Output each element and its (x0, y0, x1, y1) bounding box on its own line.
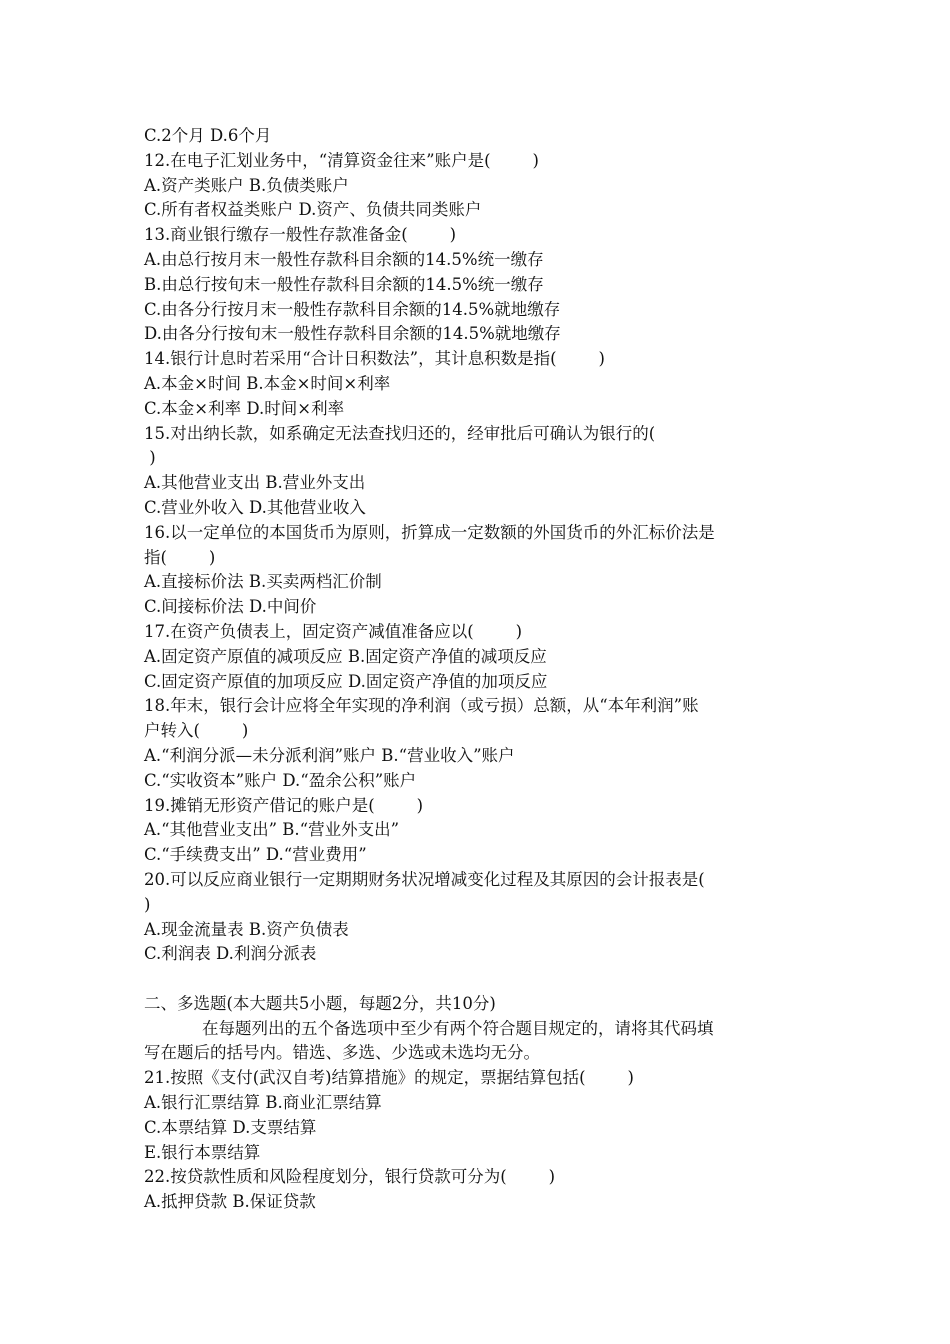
option-line: C.由各分行按月末一般性存款科目余额的14.5%就地缴存 (144, 299, 561, 319)
option-line: D.由各分行按旬末一般性存款科目余额的14.5%就地缴存 (144, 324, 561, 344)
question-22: 22.按贷款性质和风险程度划分，银行贷款可分为( ) (144, 1167, 556, 1187)
question-15: 15.对出纳长款，如系确定无法查找归还的，经审批后可确认为银行的( (144, 423, 656, 443)
option-line: A.“利润分派—未分派利润”账户 B.“营业收入”账户 (144, 745, 515, 765)
option-line: C.间接标价法 D.中间价 (144, 597, 317, 617)
option-line: A.抵押贷款 B.保证贷款 (144, 1192, 316, 1212)
option-line: C.营业外收入 D.其他营业收入 (144, 497, 366, 517)
option-line: C.固定资产原值的加项反应 D.固定资产净值的加项反应 (144, 671, 548, 691)
option-line: C.所有者权益类账户 D.资产、负债共同类账户 (144, 200, 482, 220)
text-line: C.2个月 D.6个月 (144, 126, 272, 145)
option-line: C.利润表 D.利润分派表 (144, 944, 317, 964)
option-line: E.银行本票结算 (144, 1142, 261, 1162)
option-line: A.“其他营业支出” B.“营业外支出” (144, 820, 400, 840)
section-instructions: 在每题列出的五个备选项中至少有两个符合题目规定的，请将其代码填 (202, 1018, 714, 1038)
question-16-continued: 指( ) (144, 547, 216, 567)
option-line: A.直接标价法 B.买卖两档汇价制 (144, 572, 382, 592)
question-18-continued: 户转入( ) (144, 721, 249, 741)
question-15-continued: ) (144, 448, 156, 468)
section-heading: 二、多选题(本大题共5小题，每题2分，共10分) (144, 993, 496, 1013)
option-line: C.本票结算 D.支票结算 (144, 1117, 317, 1137)
question-14: 14.银行计息时若采用“合计日积数法”，其计息积数是指( ) (144, 349, 605, 369)
option-line: A.由总行按月末一般性存款科目余额的14.5%统一缴存 (144, 249, 544, 269)
question-19: 19.摊销无形资产借记的账户是( ) (144, 795, 424, 815)
question-13: 13.商业银行缴存一般性存款准备金( ) (144, 225, 457, 245)
question-21: 21.按照《支付(武汉自考)结算措施》的规定，票据结算包括( ) (144, 1068, 634, 1088)
question-20: 20.可以反应商业银行一定期期财务状况增减变化过程及其原因的会计报表是( (144, 869, 705, 889)
option-line: C.本金×利率 D.时间×利率 (144, 398, 345, 418)
document-page (144, 124, 814, 1215)
blank-line (144, 967, 814, 992)
option-line: A.本金×时间 B.本金×时间×利率 (144, 373, 391, 393)
option-line: C.“实收资本”账户 D.“盈余公积”账户 (144, 770, 417, 790)
question-20-continued: ) (144, 894, 151, 914)
option-line: C.“手续费支出” D.“营业费用” (144, 845, 367, 865)
section-instructions-continued: 写在题后的括号内。错选、多选、少选或未选均无分。 (144, 1043, 540, 1063)
option-line: A.其他营业支出 B.营业外支出 (144, 473, 366, 493)
question-18: 18.年末，银行会计应将全年实现的净利润（或亏损）总额，从“本年利润”账 (144, 696, 699, 716)
option-line: A.银行汇票结算 B.商业汇票结算 (144, 1093, 382, 1113)
question-17: 17.在资产负债表上，固定资产减值准备应以( ) (144, 621, 523, 641)
option-line: A.资产类账户 B.负债类账户 (144, 175, 349, 195)
question-12: 12.在电子汇划业务中，“清算资金往来”账户是( ) (144, 150, 539, 170)
option-line: A.固定资产原值的减项反应 B.固定资产净值的减项反应 (144, 646, 547, 666)
question-16: 16.以一定单位的本国货币为原则，折算成一定数额的外国货币的外汇标价法是 (144, 522, 715, 542)
option-line: B.由总行按旬末一般性存款科目余额的14.5%统一缴存 (144, 274, 544, 294)
option-line: A.现金流量表 B.资产负债表 (144, 919, 349, 939)
